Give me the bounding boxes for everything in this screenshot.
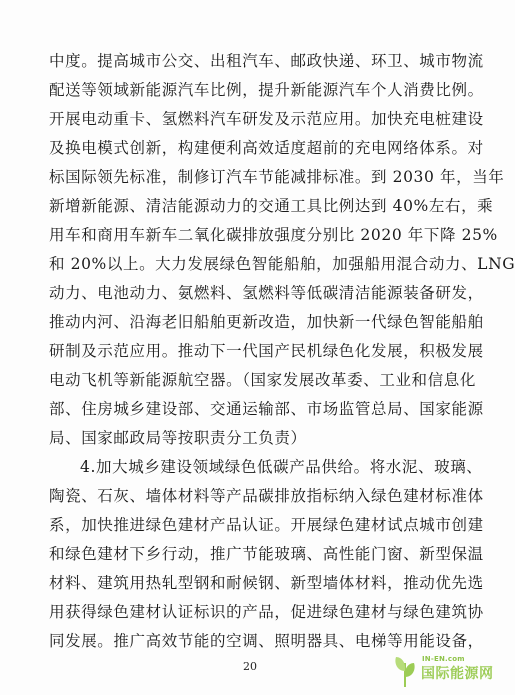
- text-line: 陶瓷、石灰、墙体材料等产品碳排放指标纳入绿色建材标准体: [49, 487, 484, 505]
- text-line: 及换电模式创新，构建便利高效适度超前的充电网络体系。对: [49, 139, 484, 157]
- text-line: 同发展。推广高效节能的空调、照明器具、电梯等用能设备，: [49, 632, 484, 650]
- watermark-url: IN-EN.com: [422, 655, 465, 663]
- leaf-logo-icon: [392, 653, 418, 689]
- text-line: 用车和商用车新车二氧化碳排放强度分别比 2020 年下降 25%: [49, 226, 498, 244]
- section-heading-line: 4.加大城乡建设领域绿色低碳产品供给。将水泥、玻璃、: [80, 458, 483, 476]
- watermark: [392, 653, 496, 691]
- text-line: 动力、电池动力、氨燃料、氢燃料等低碳清洁能源装备研发，: [49, 284, 484, 302]
- text-line: 系，加快推进绿色建材产品认证。开展绿色建材试点城市创建: [49, 516, 484, 534]
- text-line: 局、国家邮政局等按职责分工负责）: [49, 429, 307, 447]
- text-line: 配送等领域新能源汽车比例，提升新能源汽车个人消费比例。: [49, 81, 484, 99]
- text-line: 推动内河、沿海老旧船舶更新改造，加快新一代绿色智能船舶: [49, 313, 484, 331]
- text-line: 中度。提高城市公交、出租汽车、邮政快递、环卫、城市物流: [49, 52, 484, 70]
- text-line: 和 20%以上。大力发展绿色智能船舶，加强船用混合动力、LNG: [49, 255, 515, 273]
- text-line: 电动飞机等新能源航空器。（国家发展改革委、工业和信息化: [49, 371, 476, 389]
- text-line: 材料、建筑用热轧型钢和耐候钢、新型墙体材料，推动优先选: [49, 574, 484, 592]
- page-number: 20: [243, 660, 257, 673]
- text-line: 和绿色建材下乡行动，推广节能玻璃、高性能门窗、新型保温: [49, 545, 484, 563]
- text-line: 新增新能源、清洁能源动力的交通工具比例达到 40%左右，乘: [49, 197, 494, 215]
- text-line: 用获得绿色建材认证标识的产品，促进绿色建材与绿色建筑协: [49, 603, 484, 621]
- watermark-brand: 国际能源网: [421, 666, 494, 682]
- text-line: 开展电动重卡、氢燃料汽车研发及示范应用。加快充电桩建设: [49, 110, 484, 128]
- text-line: 标国际领先标准，制修订汽车节能减排标准。到 2030 年，当年: [49, 168, 505, 186]
- text-line-spacer: [49, 602, 484, 622]
- text-line: 研制及示范应用。推动下一代国产民机绿色化发展，积极发展: [49, 342, 484, 360]
- text-line: 部、住房城乡建设部、交通运输部、市场监管总局、国家能源: [49, 400, 484, 418]
